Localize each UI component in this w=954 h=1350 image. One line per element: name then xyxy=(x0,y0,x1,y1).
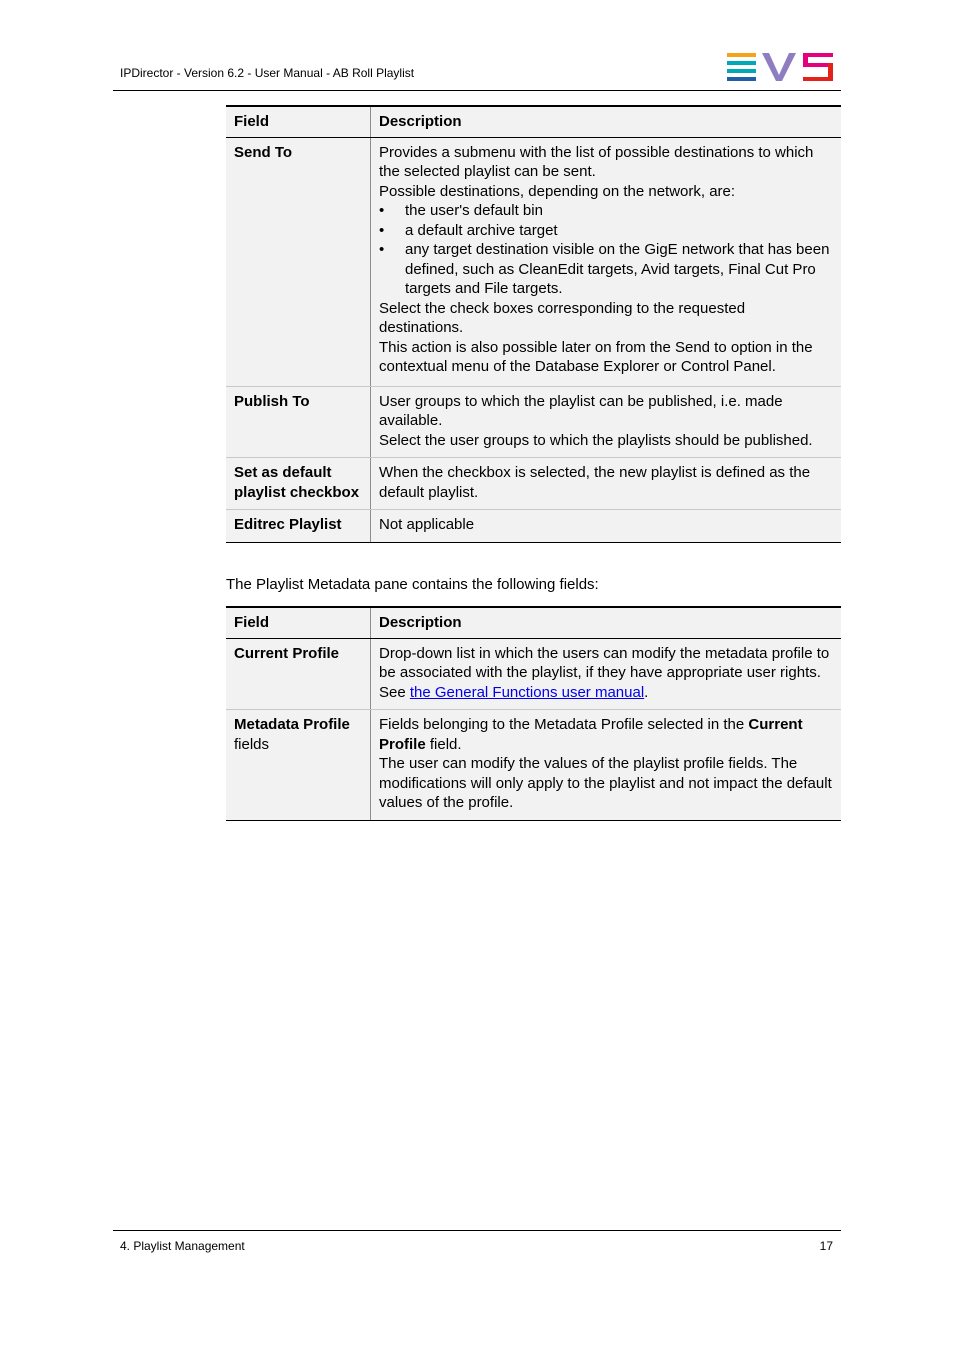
text-run: Fields belonging to the Metadata Profile selected in the xyxy=(379,716,749,733)
header-title: IPDirector - Version 6.2 - User Manual - AB Roll Playlist xyxy=(120,66,415,80)
description-text xyxy=(379,715,833,754)
see-also xyxy=(379,683,833,703)
list-item: • the user's default bin xyxy=(379,201,833,221)
description-set-default xyxy=(371,458,842,510)
page-number: 17 xyxy=(819,1239,833,1253)
col-header-description: Description xyxy=(371,607,842,638)
description-text: When the checkbox is selected, the new playlist is defined as the default playlist. xyxy=(379,464,811,501)
table-row xyxy=(226,137,841,386)
col-header-description: Description xyxy=(371,106,842,137)
description-text: The user can modify the values of the playlist profile fields. The modifications will only apply to the playlist and not impact the default values of the profile. xyxy=(379,755,832,811)
col-header-field: Field xyxy=(226,607,371,638)
playlist-options-table xyxy=(226,105,841,543)
description-text: User groups to which the playlist can be published, i.e. made available. xyxy=(379,392,783,429)
table-row xyxy=(226,638,841,710)
description-text: Not applicable xyxy=(379,516,475,533)
table-row xyxy=(226,510,841,543)
field-set-default: Set as default playlist checkbox xyxy=(226,458,371,510)
description-text: Provides a submenu with the list of possible destinations to which the selected playlist can be sent. xyxy=(379,143,814,180)
field-metadata-profile xyxy=(226,710,371,821)
page-footer xyxy=(113,1230,841,1253)
description-text: Drop-down list in which the users can modify the metadata profile to be associated with the playlist, if they have appropriate user rights. xyxy=(379,644,830,681)
list-item: • any target destination visible on the GigE network that has been defined, such as CleanEdit targets, Avid targets, Final Cut Pro targets and File targets. xyxy=(379,240,833,299)
page-header xyxy=(113,50,841,91)
description-text: Select the check boxes corresponding to the requested destinations. xyxy=(379,299,746,336)
see-label: See xyxy=(379,683,410,701)
description-send-to xyxy=(371,137,842,386)
list-item: • a default archive target xyxy=(379,221,833,241)
field-publish-to: Publish To xyxy=(226,386,371,458)
description-text: This action is also possible later on from the Send to option in the contextual menu of the Database Explorer or Control Panel. xyxy=(379,338,813,375)
text-run-bold: Current Profile xyxy=(379,716,803,753)
table-row xyxy=(226,386,841,458)
col-header-field: Field xyxy=(226,106,371,137)
table-row xyxy=(226,710,841,821)
field-label-suffix: fields xyxy=(234,735,270,753)
description-metadata-profile xyxy=(371,710,842,821)
description-editrec xyxy=(371,510,842,543)
description-text: Select the user groups to which the playlists should be published. xyxy=(379,431,813,449)
footer-chapter: 4. Playlist Management xyxy=(120,1239,245,1253)
see-period: . xyxy=(644,683,649,701)
table-row xyxy=(226,458,841,510)
description-text: Possible destinations, depending on the network, are: xyxy=(379,182,736,200)
description-publish-to xyxy=(371,386,842,458)
description-current-profile xyxy=(371,638,842,710)
playlist-metadata-table xyxy=(226,606,841,821)
field-current-profile: Current Profile xyxy=(226,638,371,710)
text-run: field. xyxy=(425,735,462,753)
field-send-to: Send To xyxy=(226,137,371,386)
general-functions-manual-link[interactable]: the General Functions user manual xyxy=(409,683,645,701)
metadata-pane-intro: The Playlist Metadata pane contains the following fields: xyxy=(226,576,599,593)
evs-logo-icon xyxy=(727,53,833,81)
field-label: Metadata Profile xyxy=(234,716,350,733)
destination-list xyxy=(379,201,833,299)
field-editrec: Editrec Playlist xyxy=(226,510,371,543)
